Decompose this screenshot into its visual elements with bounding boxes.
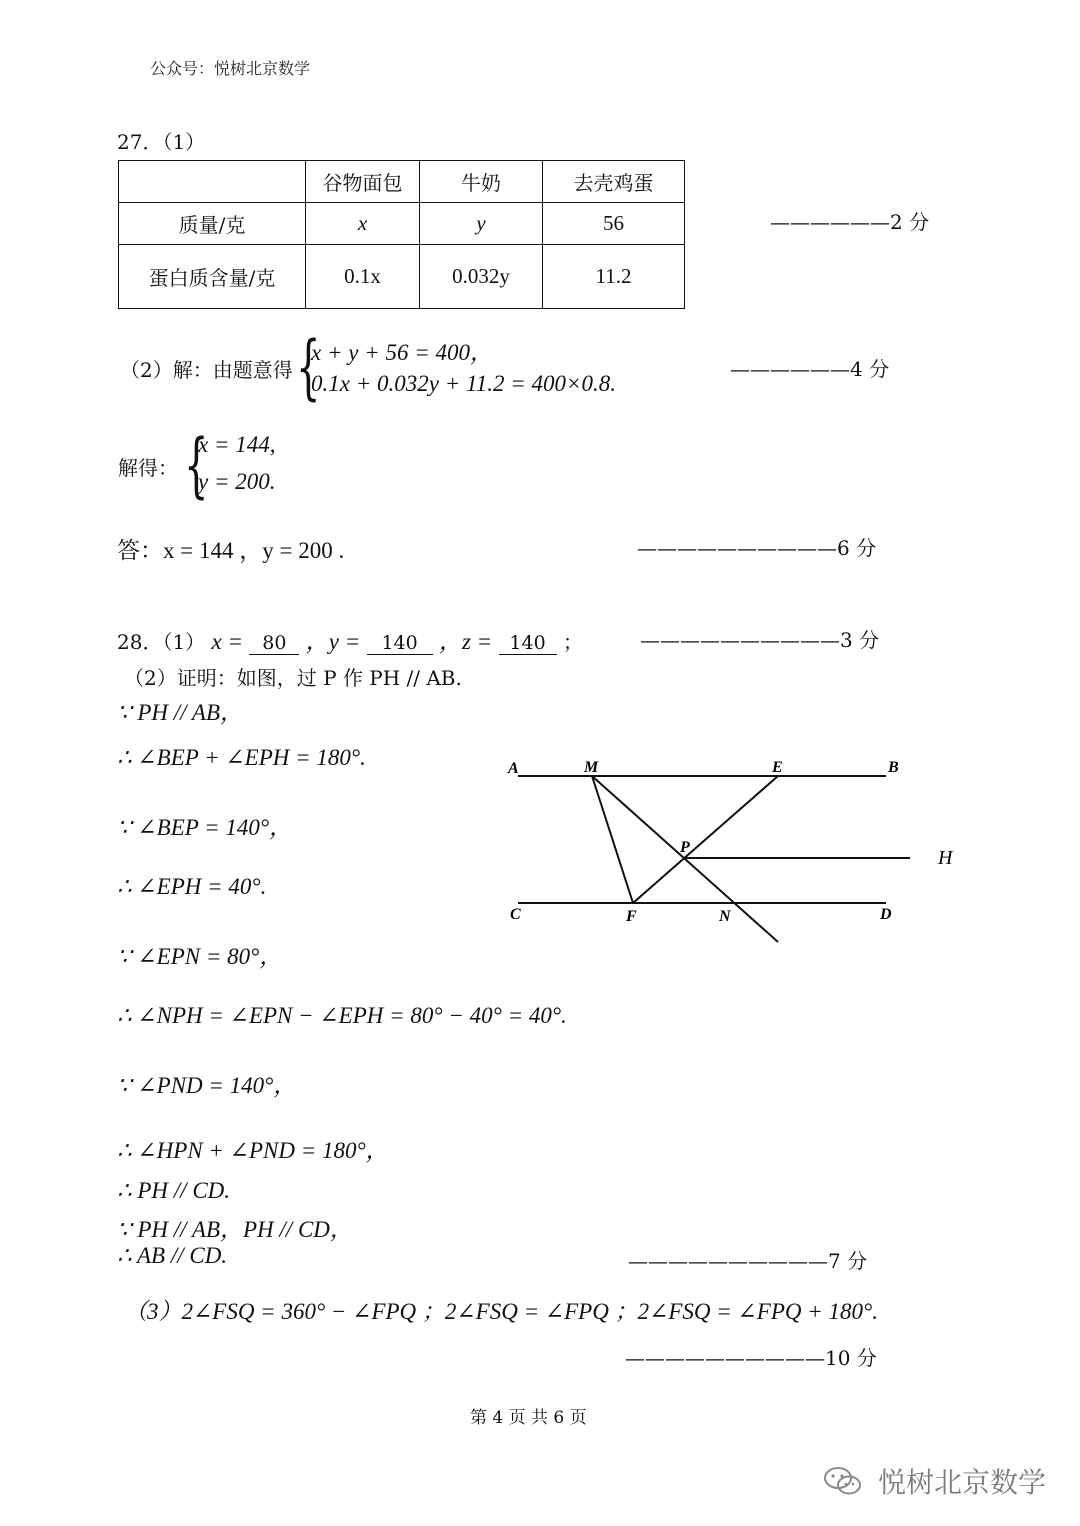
table-cell-protein-milk: 0.032y	[420, 245, 543, 309]
proof-line-2: ∴ ∠BEP + ∠EPH = 180°.	[117, 745, 366, 770]
proof-line-7: ∵ ∠PND = 140°，	[117, 1073, 297, 1098]
page-footer: 第 4 页 共 6 页	[470, 1408, 587, 1428]
table-header-bread: 谷物面包	[306, 161, 420, 203]
q28-label: 28．（1）	[117, 630, 206, 654]
label-A: A	[508, 760, 519, 777]
solve-prefix: 解得：	[118, 456, 178, 480]
proof-line-1: ∵ PH // AB，	[117, 700, 244, 725]
q27-label: 27．（1）	[117, 130, 206, 154]
label-M: M	[584, 759, 599, 776]
q28-score-2: ——————————7 分	[628, 1249, 868, 1273]
table-cell-mass-milk: y	[420, 203, 543, 245]
proof-line-11: ∴ AB // CD.	[117, 1243, 228, 1268]
label-H: H	[938, 847, 953, 869]
table-cell-protein-bread: 0.1x	[306, 245, 420, 309]
label-B: B	[888, 759, 899, 776]
q28-score-1: ——————————3 分	[640, 628, 880, 652]
label-P: P	[680, 839, 690, 856]
proof-line-8: ∴ ∠HPN + ∠PND = 180°，	[117, 1138, 389, 1163]
table-row-label-mass: 质量/克	[119, 203, 306, 245]
solution-y: y = 200.	[198, 469, 276, 494]
q28-y-prefix: ，y =	[305, 629, 361, 654]
q27-score-2: ——————4 分	[730, 357, 890, 381]
q28-x-blank: 80	[249, 632, 299, 655]
table-header-milk: 牛奶	[420, 161, 543, 203]
proof-line-3: ∵ ∠BEP = 140°，	[117, 815, 293, 840]
wechat-icon	[823, 1465, 863, 1504]
table-header-egg: 去壳鸡蛋	[543, 161, 685, 203]
label-D: D	[880, 906, 892, 923]
label-E: E	[772, 759, 783, 776]
q27-score-1: ——————2 分	[770, 210, 930, 234]
q28-part1	[117, 623, 583, 656]
table-row-label-protein: 蛋白质含量/克	[119, 245, 306, 309]
q28-x-prefix: x =	[211, 629, 244, 654]
solution-x: x = 144,	[198, 432, 276, 457]
q27-score-3: ——————————6 分	[637, 536, 877, 560]
q28-score-3: ——————————10 分	[625, 1346, 877, 1370]
q27-part2-prefix: （2）解：由题意得	[120, 358, 293, 382]
segment-EF	[633, 776, 778, 903]
parallel-lines-figure	[500, 752, 970, 952]
proof-line-4: ∴ ∠EPH = 40°.	[117, 874, 267, 899]
q28-z-prefix: ，z =	[438, 629, 493, 654]
proof-line-5: ∵ ∠EPN = 80°，	[117, 944, 283, 969]
q28-part3: （3）2∠FSQ = 360° − ∠FPQ ；2∠FSQ = ∠FPQ ；2∠FSQ = ∠FPQ + 180°.	[124, 1299, 878, 1324]
watermark	[823, 1461, 1046, 1504]
table-cell-mass-bread: x	[306, 203, 420, 245]
q28-y-blank: 140	[367, 632, 433, 655]
proof-line-9: ∴ PH // CD.	[117, 1178, 231, 1203]
q28-end: ；	[562, 630, 583, 654]
watermark-text: 悦树北京数学	[877, 1466, 1046, 1499]
table-cell-mass-egg: 56	[543, 203, 685, 245]
q27-table	[118, 160, 685, 309]
proof-line-6: ∴ ∠NPH = ∠EPN − ∠EPH = 80° − 40° = 40°.	[117, 1003, 567, 1028]
equation-2: 0.1x + 0.032y + 11.2 = 400×0.8.	[311, 371, 617, 396]
proof-line-10: ∵ PH // AB，PH // CD，	[117, 1217, 353, 1242]
label-N: N	[719, 908, 731, 925]
page-header: 公众号：悦树北京数学	[150, 59, 311, 78]
label-C: C	[510, 906, 521, 923]
equation-1: x + y + 56 = 400，	[311, 340, 493, 365]
proof-intro: （2）证明：如图，过 P 作 PH // AB.	[124, 666, 462, 690]
system-brace: {	[296, 326, 321, 408]
table-corner-cell	[119, 161, 306, 203]
table-cell-protein-egg: 11.2	[543, 245, 685, 309]
q28-z-blank: 140	[499, 632, 557, 655]
label-F: F	[626, 908, 637, 925]
solution-brace: {	[184, 424, 209, 506]
q27-answer: 答：x = 144 ，y = 200 .	[117, 538, 345, 563]
